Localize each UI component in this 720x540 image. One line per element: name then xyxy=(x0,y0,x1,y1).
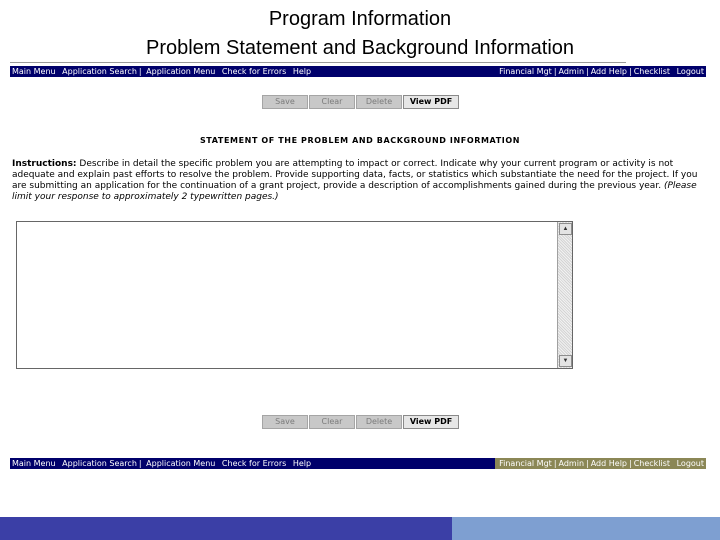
nav-help-link[interactable]: Help xyxy=(292,459,312,468)
slide-title: Program Information xyxy=(268,8,452,30)
instructions-label: Instructions: xyxy=(12,159,77,169)
nav-financial-mgt-link[interactable]: Financial Mgt xyxy=(499,67,552,76)
delete-button[interactable]: Delete xyxy=(356,95,402,109)
instructions-block xyxy=(12,159,698,203)
nav-separator: | xyxy=(629,67,632,76)
nav-application-menu-link[interactable]: Application Menu xyxy=(146,459,216,468)
nav-left-group xyxy=(12,66,311,77)
nav-separator: | xyxy=(629,459,632,468)
bottom-button-bar xyxy=(262,415,460,428)
nav-financial-mgt-link[interactable]: Financial Mgt xyxy=(499,459,552,468)
nav-check-errors-link[interactable]: Check for Errors xyxy=(221,67,287,76)
nav-checklist-link[interactable]: Checklist xyxy=(633,459,671,468)
textarea-scrollbar[interactable] xyxy=(557,222,572,368)
section-heading: STATEMENT OF THE PROBLEM AND BACKGROUND INFORMATION xyxy=(199,136,521,145)
nav-application-search-link[interactable]: Application Search xyxy=(62,459,137,468)
nav-separator: | xyxy=(138,459,142,468)
slide-footer-band-right xyxy=(452,517,720,540)
nav-application-menu-link[interactable]: Application Menu xyxy=(146,67,216,76)
slide-subtitle: Problem Statement and Background Information xyxy=(145,37,575,59)
nav-help-link[interactable]: Help xyxy=(292,67,312,76)
instructions-note: (Please limit your response to approximately 2 typewritten pages.) xyxy=(12,181,697,202)
top-nav-bar xyxy=(10,66,706,77)
nav-admin-link[interactable]: Admin xyxy=(558,459,585,468)
slide-footer-band-left xyxy=(0,517,452,540)
instructions-text: Describe in detail the specific problem you are attempting to impact or correct. Indicate why your current program or activity is not adequate and explain past efforts to resolve the problem. Provide supporting data, facts, or statistics which substantiate the need for the project. If you are submitting an application for the continuation of a grant project, provide a description of accomplishments gained during the previous year. xyxy=(12,159,698,191)
nav-separator: | xyxy=(586,459,589,468)
nav-main-menu-link[interactable]: Main Menu xyxy=(12,459,56,468)
nav-add-help-link[interactable]: Add Help xyxy=(590,459,627,468)
nav-logout-link[interactable]: Logout xyxy=(676,459,704,468)
save-button[interactable]: Save xyxy=(262,415,308,429)
save-button[interactable]: Save xyxy=(262,95,308,109)
response-textarea[interactable] xyxy=(17,222,558,368)
nav-logout-link[interactable]: Logout xyxy=(676,67,704,76)
nav-right-group xyxy=(495,458,706,469)
view-pdf-button[interactable]: View PDF xyxy=(403,95,459,109)
nav-separator: | xyxy=(138,67,142,76)
clear-button[interactable]: Clear xyxy=(309,415,355,429)
delete-button[interactable]: Delete xyxy=(356,415,402,429)
nav-application-search-link[interactable]: Application Search xyxy=(62,67,137,76)
nav-right-group xyxy=(495,66,706,77)
nav-add-help-link[interactable]: Add Help xyxy=(590,67,627,76)
response-textarea-frame xyxy=(16,221,573,369)
nav-separator: | xyxy=(553,459,557,468)
nav-separator: | xyxy=(586,67,589,76)
top-button-bar xyxy=(262,95,460,108)
nav-admin-link[interactable]: Admin xyxy=(558,67,585,76)
nav-main-menu-link[interactable]: Main Menu xyxy=(12,67,56,76)
title-divider xyxy=(10,62,626,63)
clear-button[interactable]: Clear xyxy=(309,95,355,109)
view-pdf-button[interactable]: View PDF xyxy=(403,415,459,429)
nav-check-errors-link[interactable]: Check for Errors xyxy=(221,459,287,468)
nav-left-group xyxy=(12,458,311,469)
nav-separator: | xyxy=(553,67,557,76)
scroll-up-icon[interactable]: ▲ xyxy=(559,223,572,235)
scroll-down-icon[interactable]: ▼ xyxy=(559,355,572,367)
nav-checklist-link[interactable]: Checklist xyxy=(633,67,671,76)
bottom-nav-bar xyxy=(10,458,706,469)
